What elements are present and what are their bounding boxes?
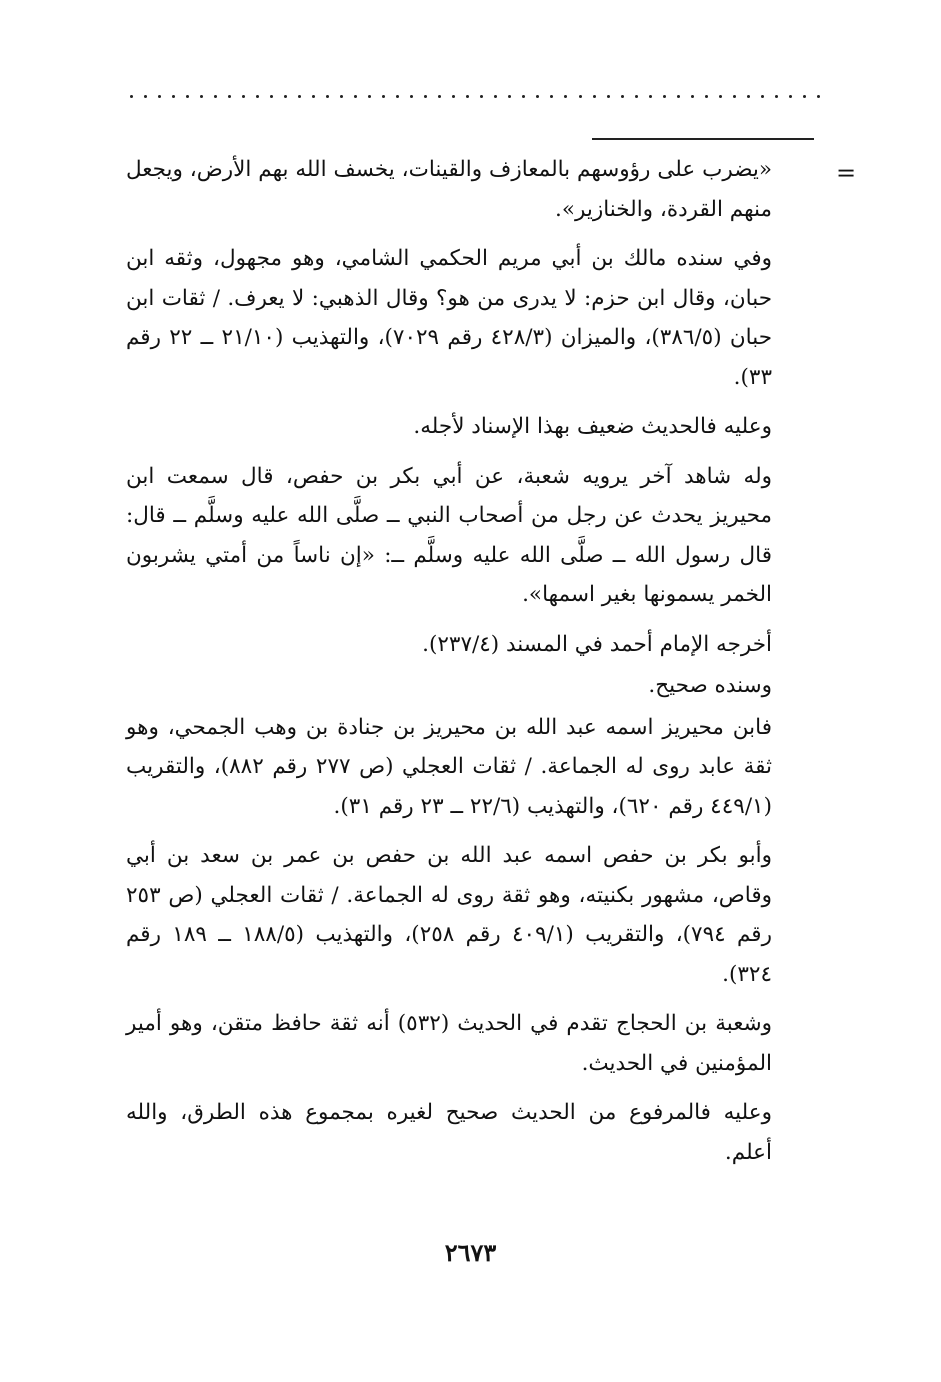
paragraph-supporting-narration: وله شاهد آخر يرويه شعبة، عن أبي بكر بن حفص، قال سمعت ابن محيريز يحدث عن رجل من أصحاب النبي ــ صلَّى الله عليه وسلَّم ــ قال: قال رسول الله ــ صلَّى الله عليه وسلَّم ــ: «إن ناساً من أمتي يشربون الخمر يسمونها بغير اسمها». — [126, 463, 772, 607]
paragraph-hadith-quote: «يضرب على رؤوسهم بالمعازف والقينات، يخسف الله بهم الأرض، ويجعل منهم القردة، والخنازير». — [126, 157, 772, 222]
paragraph-musnad-reference: أخرجه الإمام أحمد في المسند (٢٣٧/٤). — [422, 631, 772, 657]
page-number: ٢٦٧٣ — [444, 1238, 497, 1267]
footnote-rule — [592, 138, 814, 140]
paragraph-abu-bakr-bin-hafs: وأبو بكر بن حفص اسمه عبد الله بن حفص بن عمر بن سعد بن أبي وقاص، مشهور بكنيته، وهو ثقة روى له الجماعة. / ثقات العجلي (ص ٢٥٣ رقم ٧٩٤)، والتقريب (٤٠٩/١ رقم ٢٥٨)، والتهذيب (١٨٨/٥ ــ ١٨٩ رقم ٣٢٤). — [126, 843, 772, 987]
paragraph-isnad-note: وفي سنده مالك بن أبي مريم الحكمي الشامي، وهو مجهول، وثقه ابن حبان، وقال ابن حزم: لا يدرى من هو؟ وقال الذهبي: لا يعرف. / ثقات ابن حبان (٣٨٦/٥)، والميزان (٤٢٨/٣ رقم ٧٠٢٩)، والتهذيب (٢١/١٠ ــ ٢٢ رقم ٣٣). — [126, 246, 772, 390]
paragraph-shuba: وشعبة بن الحجاج تقدم في الحديث (٥٣٢) أنه ثقة حافظ متقن، وهو أمير المؤمنين في الحديث. — [126, 1011, 772, 1076]
continuation-marker: = — [836, 159, 857, 187]
paragraph-sound-chain: وسنده صحيح. — [648, 673, 772, 698]
paragraph-weak-ruling: وعليه فالحديث ضعيف بهذا الإسناد لأجله. — [413, 414, 772, 439]
paragraph-conclusion: وعليه فالمرفوع من الحديث صحيح لغيره بمجموع هذه الطرق، والله أعلم. — [126, 1100, 772, 1165]
dotted-separator — [130, 86, 820, 106]
paragraph-ibn-muhayriz: فابن محيريز اسمه عبد الله بن محيريز بن جنادة بن وهب الجمحي، وهو ثقة عابد روى له الجماعة. / ثقات العجلي (ص ٢٧٧ رقم ٨٨٢)، والتقريب (٤٤٩/١ رقم ٦٢٠)، والتهذيب (٢٢/٦ ــ ٢٣ رقم ٣١). — [126, 714, 772, 819]
footnote-body — [126, 150, 772, 1182]
